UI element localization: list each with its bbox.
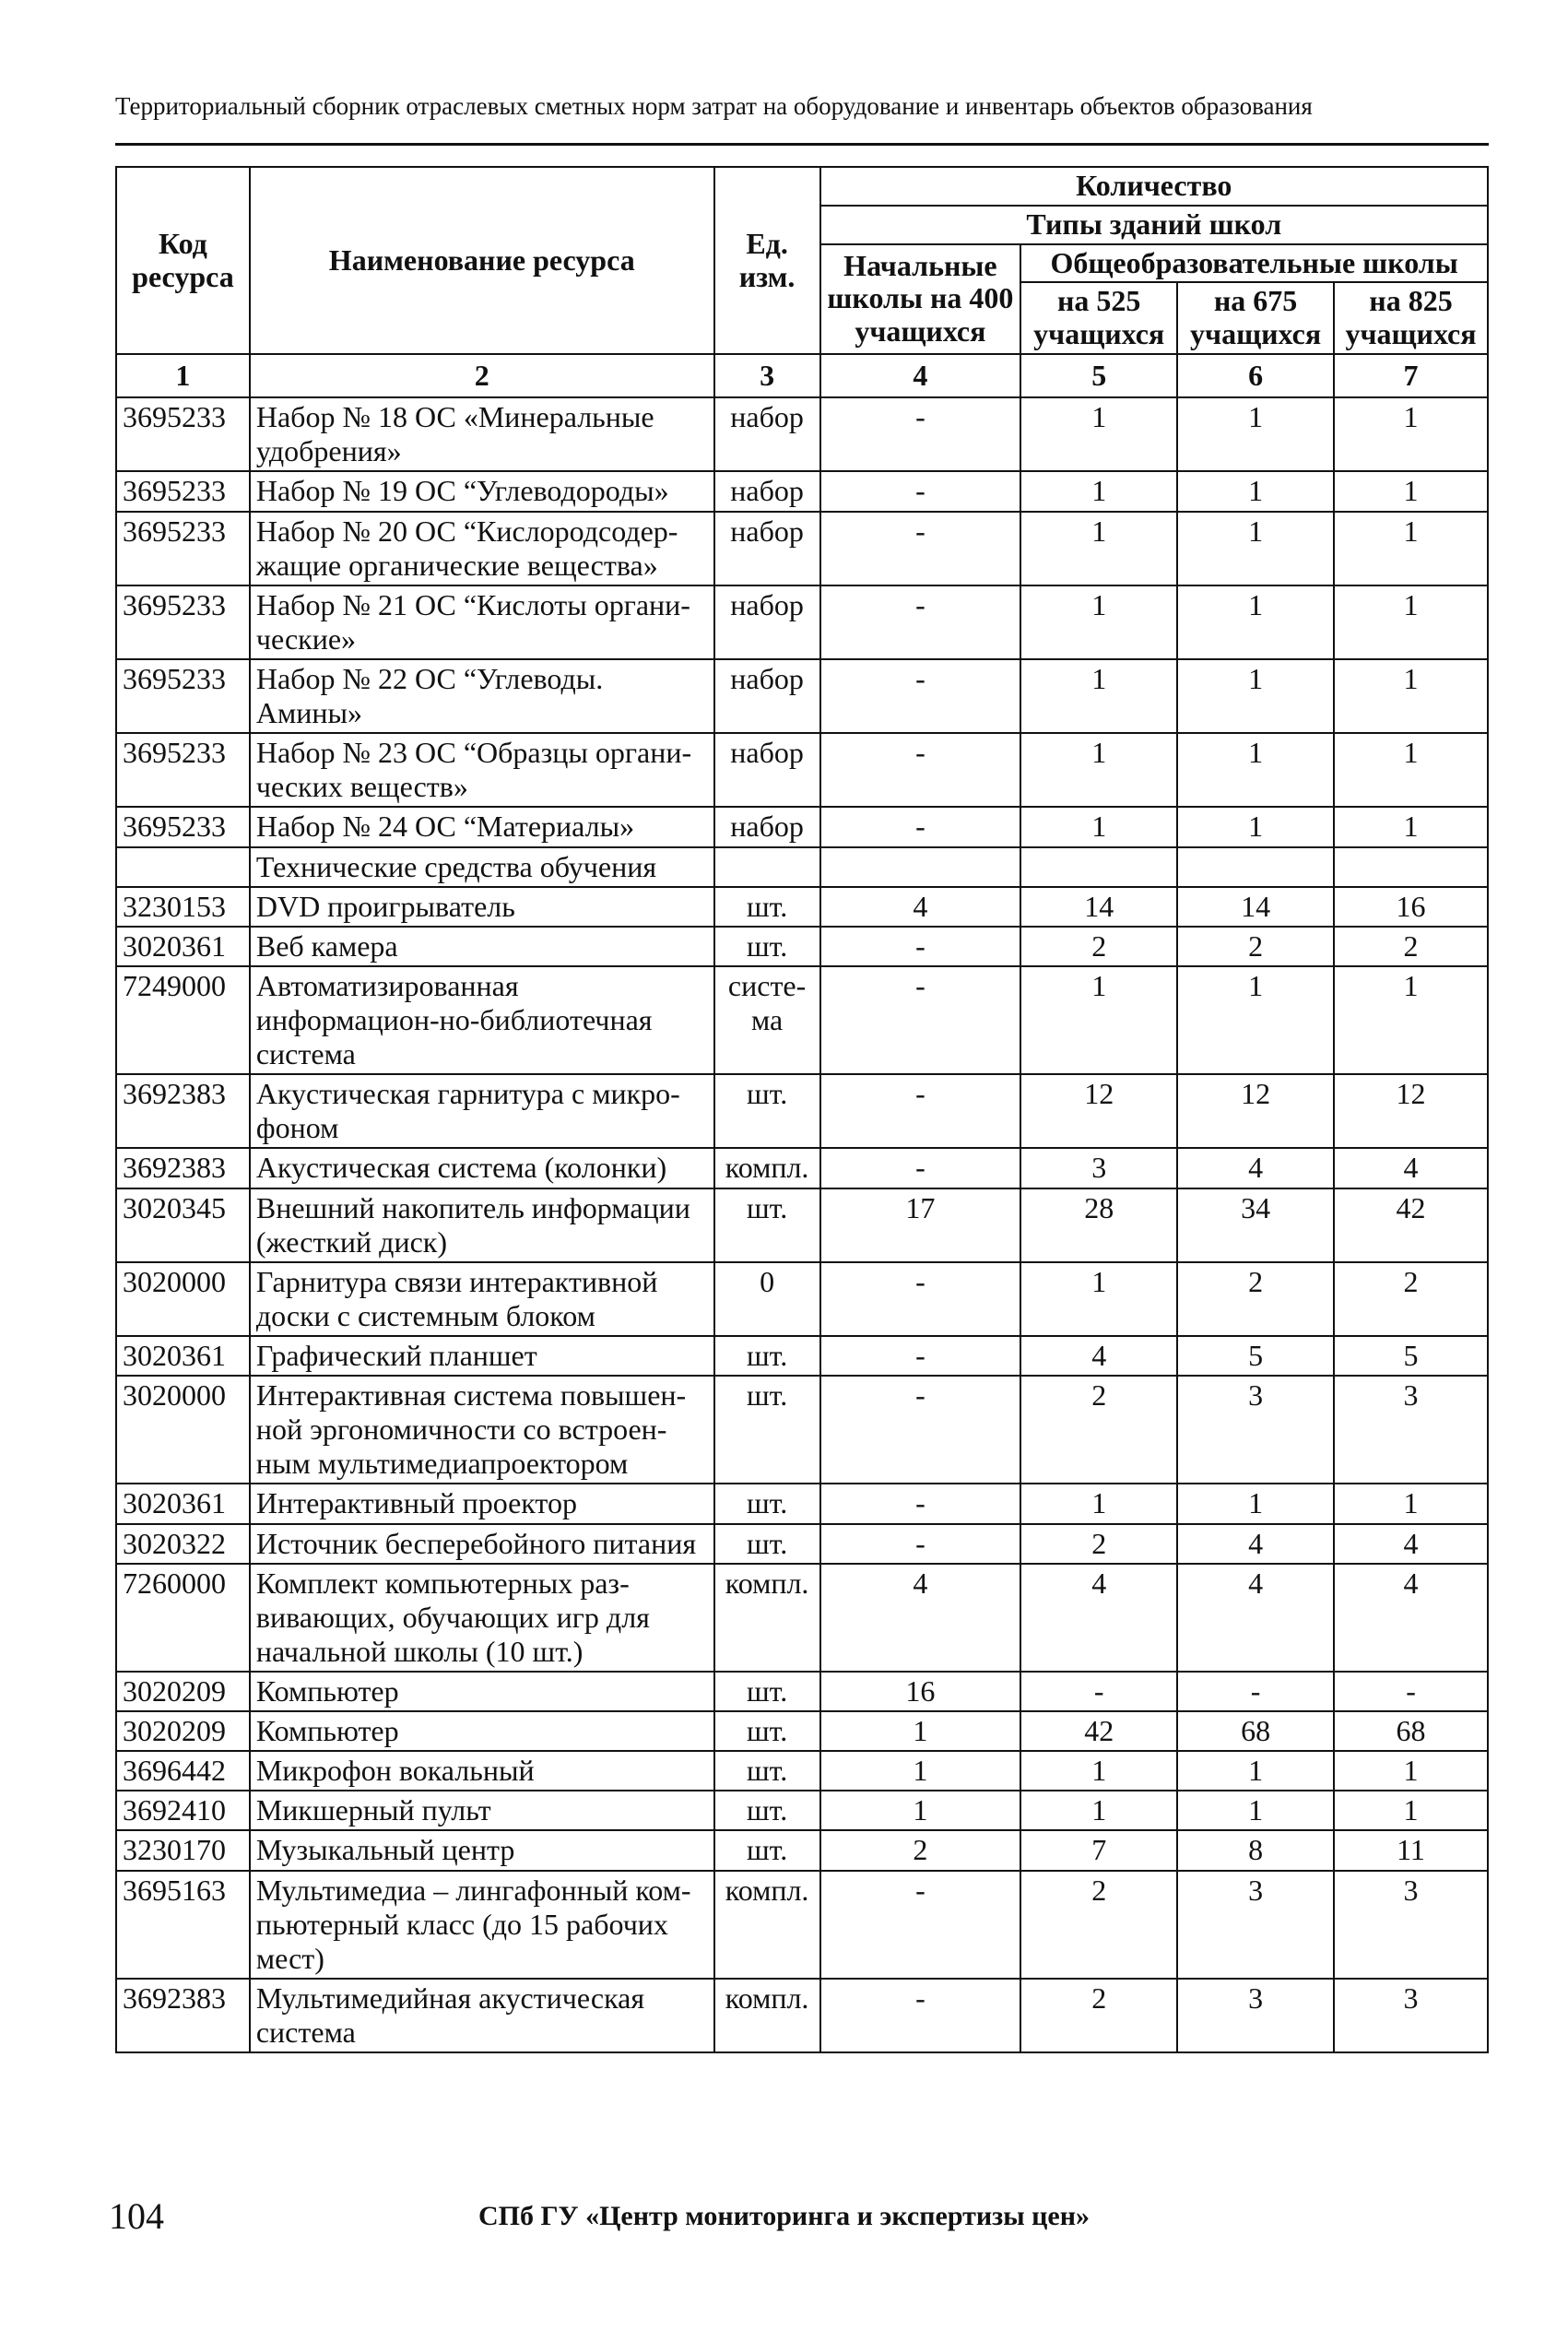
column-number: 1 (116, 354, 250, 397)
qty-525: 1 (1020, 1484, 1177, 1523)
qty-400: - (820, 512, 1021, 585)
resource-code: 3230170 (116, 1830, 250, 1870)
qty-400: 1 (820, 1751, 1021, 1791)
table-row (116, 1148, 1488, 1188)
qty-675: 68 (1177, 1711, 1334, 1751)
resource-code: 3692383 (116, 1074, 250, 1148)
qty-825: 1 (1334, 397, 1488, 471)
resource-code: 3695233 (116, 512, 250, 585)
table-row (116, 807, 1488, 846)
resource-code: 7249000 (116, 966, 250, 1074)
column-number: 7 (1334, 354, 1488, 397)
qty-525: 28 (1020, 1188, 1177, 1262)
resource-code: 3692410 (116, 1791, 250, 1830)
resource-name: Набор № 20 ОС “Кислородсодер-жащие органические вещества» (250, 512, 714, 585)
qty-400: - (820, 1524, 1021, 1564)
resource-code: 3695233 (116, 397, 250, 471)
header-primary-400: Начальные школы на 400 учащихся (820, 244, 1021, 354)
qty-675: 8 (1177, 1830, 1334, 1870)
qty-400: - (820, 659, 1021, 733)
qty-525: 1 (1020, 397, 1177, 471)
column-number: 5 (1020, 354, 1177, 397)
table-row (116, 1262, 1488, 1336)
resource-code (116, 847, 250, 887)
header-building-types: Типы зданий школ (820, 206, 1488, 244)
qty-825: 1 (1334, 966, 1488, 1074)
resource-code: 3695233 (116, 807, 250, 846)
qty-825: 5 (1334, 1336, 1488, 1376)
resource-name: Музыкальный центр (250, 1830, 714, 1870)
header-quantity: Количество (820, 167, 1488, 206)
qty-525: 1 (1020, 585, 1177, 659)
qty-825: 16 (1334, 887, 1488, 927)
resource-code: 3020345 (116, 1188, 250, 1262)
qty-525: 4 (1020, 1564, 1177, 1672)
qty-825: 1 (1334, 807, 1488, 846)
qty-825: 3 (1334, 1979, 1488, 2052)
resource-name: Набор № 19 ОС “Углеводороды» (250, 471, 714, 511)
resource-name: Микрофон вокальный (250, 1751, 714, 1791)
qty-400: - (820, 471, 1021, 511)
qty-400: - (820, 1376, 1021, 1484)
unit: шт. (714, 927, 820, 966)
qty-825: 1 (1334, 659, 1488, 733)
header-825: на 825 учащихся (1334, 282, 1488, 354)
resource-code: 3020209 (116, 1672, 250, 1711)
qty-400: - (820, 1979, 1021, 2052)
qty-675: 14 (1177, 887, 1334, 927)
unit: шт. (714, 1074, 820, 1148)
resource-table (115, 166, 1489, 2053)
qty-675: 1 (1177, 397, 1334, 471)
table-row (116, 585, 1488, 659)
resource-name: Набор № 23 ОС “Образцы органи-ческих веществ» (250, 733, 714, 807)
qty-825: 1 (1334, 512, 1488, 585)
qty-400: 17 (820, 1188, 1021, 1262)
resource-name: Веб камера (250, 927, 714, 966)
page-number: 104 (109, 2195, 164, 2237)
qty-825: 1 (1334, 733, 1488, 807)
qty-825: 1 (1334, 1484, 1488, 1523)
table-row (116, 1830, 1488, 1870)
table-row (116, 1376, 1488, 1484)
column-number: 2 (250, 354, 714, 397)
qty-675: 2 (1177, 1262, 1334, 1336)
unit: набор (714, 585, 820, 659)
qty-825: - (1334, 1672, 1488, 1711)
qty-675: 34 (1177, 1188, 1334, 1262)
header-name: Наименование ресурса (250, 167, 714, 354)
resource-name: Набор № 18 ОС «Минеральные удобрения» (250, 397, 714, 471)
qty-525: 1 (1020, 807, 1177, 846)
resource-code: 3695163 (116, 1871, 250, 1979)
qty-525: 2 (1020, 1376, 1177, 1484)
table-row (116, 1336, 1488, 1376)
resource-name: Гарнитура связи интерактивной доски с системным блоком (250, 1262, 714, 1336)
running-header: Территориальный сборник отраслевых сметных норм затрат на оборудование и инвентарь объектов образования (115, 92, 1313, 120)
resource-code: 3230153 (116, 887, 250, 927)
header-unit: Ед. изм. (714, 167, 820, 354)
qty-400: - (820, 1262, 1021, 1336)
resource-name: Интерактивный проектор (250, 1484, 714, 1523)
qty-825: 4 (1334, 1148, 1488, 1188)
qty-525: 1 (1020, 1791, 1177, 1830)
resource-name: Комплект компьютерных раз-вивающих, обучающих игр для начальной школы (10 шт.) (250, 1564, 714, 1672)
column-number: 3 (714, 354, 820, 397)
qty-825: 42 (1334, 1188, 1488, 1262)
qty-525: 12 (1020, 1074, 1177, 1148)
qty-400: - (820, 397, 1021, 471)
table-row (116, 1564, 1488, 1672)
unit: компл. (714, 1979, 820, 2052)
qty-825: 2 (1334, 927, 1488, 966)
qty-525: 1 (1020, 733, 1177, 807)
qty-525: 2 (1020, 1524, 1177, 1564)
qty-825: 1 (1334, 1751, 1488, 1791)
qty-400: - (820, 1074, 1021, 1148)
qty-400: - (820, 807, 1021, 846)
resource-name: Технические средства обучения (250, 847, 714, 887)
resource-name: Акустическая система (колонки) (250, 1148, 714, 1188)
unit: набор (714, 471, 820, 511)
unit: шт. (714, 1830, 820, 1870)
header-rule (115, 143, 1489, 146)
resource-name: Автоматизированная информацион-но-библиотечная система (250, 966, 714, 1074)
qty-675: 3 (1177, 1871, 1334, 1979)
qty-825: 12 (1334, 1074, 1488, 1148)
unit (714, 847, 820, 887)
resource-name: DVD проигрыватель (250, 887, 714, 927)
resource-name: Набор № 21 ОС “Кислоты органи-ческие» (250, 585, 714, 659)
qty-675: 1 (1177, 966, 1334, 1074)
qty-525: 3 (1020, 1148, 1177, 1188)
resource-name: Мультимедийная акустическая система (250, 1979, 714, 2052)
qty-525 (1020, 847, 1177, 887)
qty-525: 2 (1020, 1871, 1177, 1979)
resource-code: 3020000 (116, 1262, 250, 1336)
qty-525: 2 (1020, 927, 1177, 966)
qty-825: 2 (1334, 1262, 1488, 1336)
qty-675: 5 (1177, 1336, 1334, 1376)
qty-525: 1 (1020, 1262, 1177, 1336)
unit: шт. (714, 1188, 820, 1262)
qty-400 (820, 847, 1021, 887)
unit: шт. (714, 1751, 820, 1791)
resource-name: Интерактивная система повышен-ной эргономичности со встроен-ным мультимедиапроектором (250, 1376, 714, 1484)
resource-code: 3695233 (116, 585, 250, 659)
unit: компл. (714, 1871, 820, 1979)
unit: систе-ма (714, 966, 820, 1074)
column-number: 4 (820, 354, 1021, 397)
qty-400: - (820, 1484, 1021, 1523)
qty-675: 1 (1177, 1791, 1334, 1830)
resource-name: Набор № 24 ОС “Материалы» (250, 807, 714, 846)
qty-525: 1 (1020, 1751, 1177, 1791)
qty-400: - (820, 1336, 1021, 1376)
column-numbers-row (116, 354, 1488, 397)
table-row (116, 847, 1488, 887)
qty-825: 11 (1334, 1830, 1488, 1870)
qty-675 (1177, 847, 1334, 887)
resource-code: 3020361 (116, 927, 250, 966)
unit: набор (714, 733, 820, 807)
resource-code: 3020361 (116, 1336, 250, 1376)
header-code: Код ресурса (116, 167, 250, 354)
table-row (116, 887, 1488, 927)
qty-825: 1 (1334, 1791, 1488, 1830)
unit: шт. (714, 1336, 820, 1376)
resource-code: 3020000 (116, 1376, 250, 1484)
unit: компл. (714, 1148, 820, 1188)
resource-name: Набор № 22 ОС “Углеводы. Амины» (250, 659, 714, 733)
table-row (116, 1791, 1488, 1830)
table-row (116, 1979, 1488, 2052)
qty-400: 16 (820, 1672, 1021, 1711)
resource-code: 3695233 (116, 471, 250, 511)
unit: набор (714, 807, 820, 846)
qty-525: 2 (1020, 1979, 1177, 2052)
qty-675: 1 (1177, 1484, 1334, 1523)
publisher-footer: СПб ГУ «Центр мониторинга и экспертизы цен» (477, 2201, 1091, 2231)
qty-400: - (820, 966, 1021, 1074)
unit: шт. (714, 887, 820, 927)
resource-name: Внешний накопитель информации (жесткий диск) (250, 1188, 714, 1262)
unit: шт. (714, 1711, 820, 1751)
resource-code: 3692383 (116, 1148, 250, 1188)
unit: набор (714, 397, 820, 471)
header-675: на 675 учащихся (1177, 282, 1334, 354)
qty-400: - (820, 585, 1021, 659)
qty-675: 4 (1177, 1148, 1334, 1188)
qty-825: 4 (1334, 1524, 1488, 1564)
qty-400: 4 (820, 887, 1021, 927)
qty-525: 4 (1020, 1336, 1177, 1376)
resource-name: Источник бесперебойного питания (250, 1524, 714, 1564)
resource-code: 3020209 (116, 1711, 250, 1751)
unit: набор (714, 512, 820, 585)
qty-525: 7 (1020, 1830, 1177, 1870)
table-row (116, 966, 1488, 1074)
qty-675: 1 (1177, 512, 1334, 585)
qty-675: 1 (1177, 1751, 1334, 1791)
table-row (116, 1751, 1488, 1791)
qty-525: 42 (1020, 1711, 1177, 1751)
qty-525: 1 (1020, 471, 1177, 511)
column-number: 6 (1177, 354, 1334, 397)
resource-name: Компьютер (250, 1672, 714, 1711)
qty-400: 4 (820, 1564, 1021, 1672)
qty-675: 3 (1177, 1376, 1334, 1484)
resource-name: Компьютер (250, 1711, 714, 1751)
qty-675: 1 (1177, 659, 1334, 733)
unit: набор (714, 659, 820, 733)
table-row (116, 1074, 1488, 1148)
qty-825: 3 (1334, 1376, 1488, 1484)
resource-code: 3020361 (116, 1484, 250, 1523)
qty-525: - (1020, 1672, 1177, 1711)
qty-400: 1 (820, 1711, 1021, 1751)
qty-675: 1 (1177, 471, 1334, 511)
resource-name: Микшерный пульт (250, 1791, 714, 1830)
resource-code: 3692383 (116, 1979, 250, 2052)
qty-400: 1 (820, 1791, 1021, 1830)
qty-400: 2 (820, 1830, 1021, 1870)
table-row (116, 1711, 1488, 1751)
unit: шт. (714, 1672, 820, 1711)
unit: шт. (714, 1524, 820, 1564)
resource-name: Мультимедиа – лингафонный ком-пьютерный класс (до 15 рабочих мест) (250, 1871, 714, 1979)
resource-code: 3695233 (116, 659, 250, 733)
table-row (116, 1188, 1488, 1262)
qty-675: 1 (1177, 807, 1334, 846)
qty-675: 4 (1177, 1564, 1334, 1672)
header-general-schools: Общеобразовательные школы (1020, 244, 1488, 283)
unit: шт. (714, 1376, 820, 1484)
qty-825: 1 (1334, 585, 1488, 659)
qty-825: 68 (1334, 1711, 1488, 1751)
table-row (116, 659, 1488, 733)
resource-code: 3695233 (116, 733, 250, 807)
qty-825: 3 (1334, 1871, 1488, 1979)
qty-825: 1 (1334, 471, 1488, 511)
resource-code: 7260000 (116, 1564, 250, 1672)
resource-code: 3696442 (116, 1751, 250, 1791)
resource-code: 3020322 (116, 1524, 250, 1564)
qty-400: - (820, 733, 1021, 807)
qty-525: 1 (1020, 659, 1177, 733)
qty-825 (1334, 847, 1488, 887)
qty-525: 1 (1020, 966, 1177, 1074)
qty-675: 4 (1177, 1524, 1334, 1564)
table-row (116, 927, 1488, 966)
resource-name: Графический планшет (250, 1336, 714, 1376)
table-row (116, 1524, 1488, 1564)
qty-675: 1 (1177, 733, 1334, 807)
table-row (116, 471, 1488, 511)
qty-400: - (820, 927, 1021, 966)
unit: шт. (714, 1484, 820, 1523)
qty-525: 14 (1020, 887, 1177, 927)
header-525: на 525 учащихся (1020, 282, 1177, 354)
qty-400: - (820, 1871, 1021, 1979)
qty-825: 4 (1334, 1564, 1488, 1672)
qty-675: 12 (1177, 1074, 1334, 1148)
unit: 0 (714, 1262, 820, 1336)
qty-675: 3 (1177, 1979, 1334, 2052)
table-row (116, 512, 1488, 585)
qty-675: 1 (1177, 585, 1334, 659)
table-row (116, 1871, 1488, 1979)
qty-675: - (1177, 1672, 1334, 1711)
qty-525: 1 (1020, 512, 1177, 585)
qty-400: - (820, 1148, 1021, 1188)
table-row (116, 1484, 1488, 1523)
table-row (116, 733, 1488, 807)
table-row (116, 1672, 1488, 1711)
qty-675: 2 (1177, 927, 1334, 966)
resource-name: Акустическая гарнитура с микро-фоном (250, 1074, 714, 1148)
unit: компл. (714, 1564, 820, 1672)
table-row (116, 397, 1488, 471)
unit: шт. (714, 1791, 820, 1830)
